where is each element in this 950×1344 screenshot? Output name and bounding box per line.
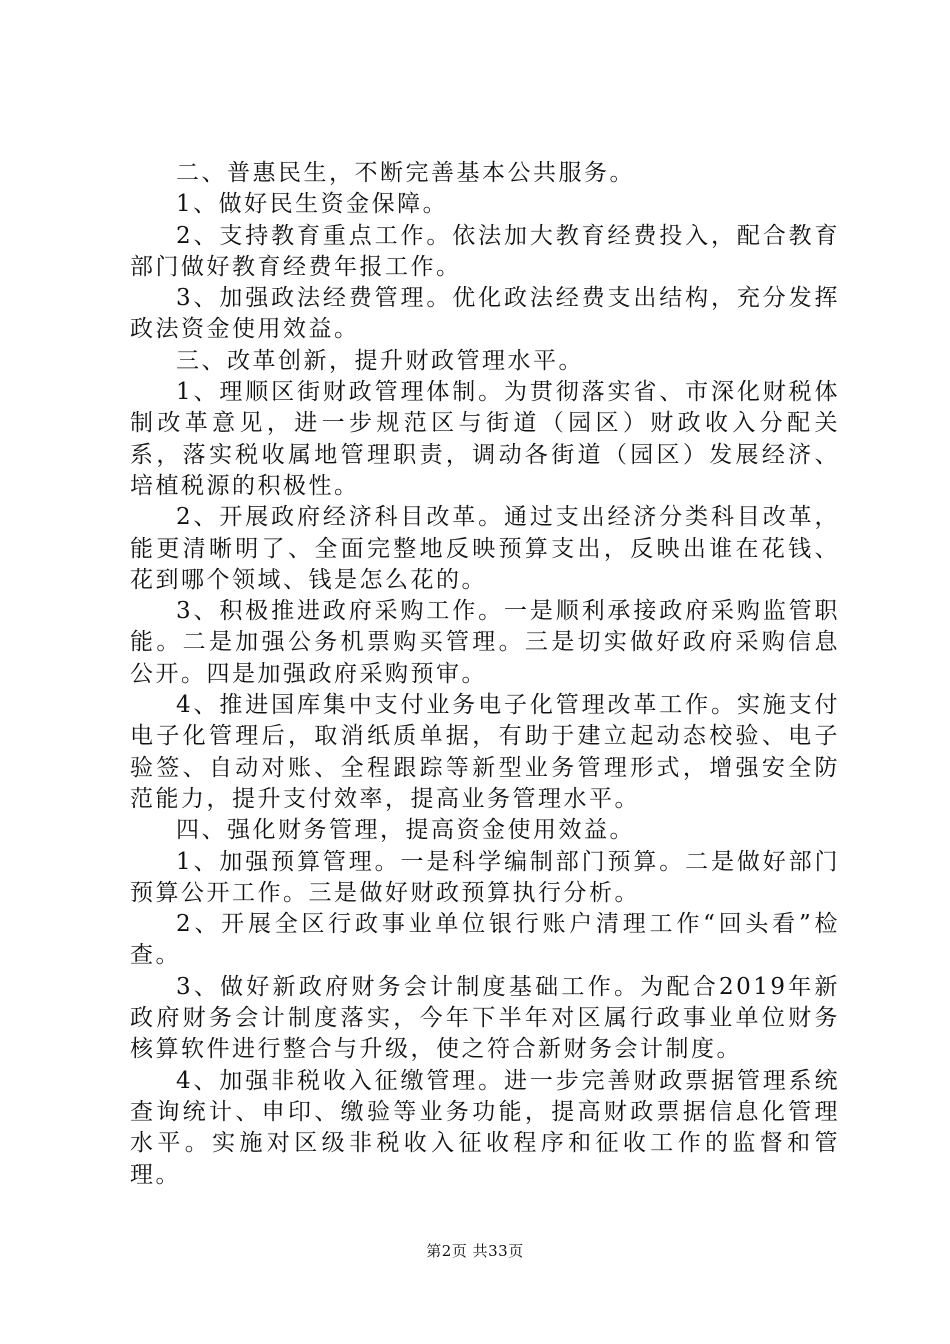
paragraph: 3、积极推进政府采购工作。一是顺利承接政府采购监管职能。二是加强公务机票购买管理。三是切实做好政府采购信息公开。四是加强政府采购预审。 <box>130 598 840 687</box>
section-heading-2: 二、普惠民生，不断完善基本公共服务。 <box>176 160 635 186</box>
paragraph: 1、理顺区街财政管理体制。为贯彻落实省、市深化财税体制改革意见，进一步规范区与街道（园区）财政收入分配关系，落实税收属地管理职责，调动各街道（园区）发展经济、培植税源的积极性。 <box>130 379 840 499</box>
paragraph: 3、加强政法经费管理。优化政法经费支出结构，充分发挥政法资金使用效益。 <box>130 285 840 343</box>
paragraph: 4、加强非税收入征缴管理。进一步完善财政票据管理系统查询统计、申印、缴验等业务功能，提高财政票据信息化管理水平。实施对区级非税收入征收程序和征收工作的监督和管理。 <box>130 1067 840 1188</box>
section-heading-4: 四、强化财务管理，提高资金使用效益。 <box>176 817 635 844</box>
section-heading-3: 三、改革创新，提升财政管理水平。 <box>176 347 584 374</box>
paragraph: 2、开展政府经济科目改革。通过支出经济分类科目改革，能更清晰明了、全面完整地反映预算支出，反映出谁在花钱、花到哪个领域、钱是怎么花的。 <box>130 504 840 593</box>
paragraph: 4、推进国库集中支付业务电子化管理改革工作。实施支付电子化管理后，取消纸质单据，有助于建立起动态校验、电子验签、自动对账、全程跟踪等新型业务管理形式，增强安全防范能力，提升支付效率，提高业务管理水平。 <box>130 692 840 812</box>
paragraph: 2、开展全区行政事业单位银行账户清理工作“回头看”检查。 <box>130 911 840 969</box>
page-number-footer: 第2页 共33页 <box>426 1242 524 1260</box>
paragraph: 1、加强预算管理。一是科学编制部门预算。二是做好部门预算公开工作。三是做好财政预算执行分析。 <box>130 848 840 906</box>
paragraph: 1、做好民生资金保障。 <box>176 191 449 218</box>
document-body <box>130 158 840 1191</box>
paragraph: 3、做好新政府财务会计制度基础工作。为配合2019年新政府财务会计制度落实，今年下半年对区属行政事业单位财务核算软件进行整合与升级，使之符合新财务会计制度。 <box>130 973 840 1063</box>
paragraph: 2、支持教育重点工作。依法加大教育经费投入，配合教育部门做好教育经费年报工作。 <box>130 222 840 280</box>
